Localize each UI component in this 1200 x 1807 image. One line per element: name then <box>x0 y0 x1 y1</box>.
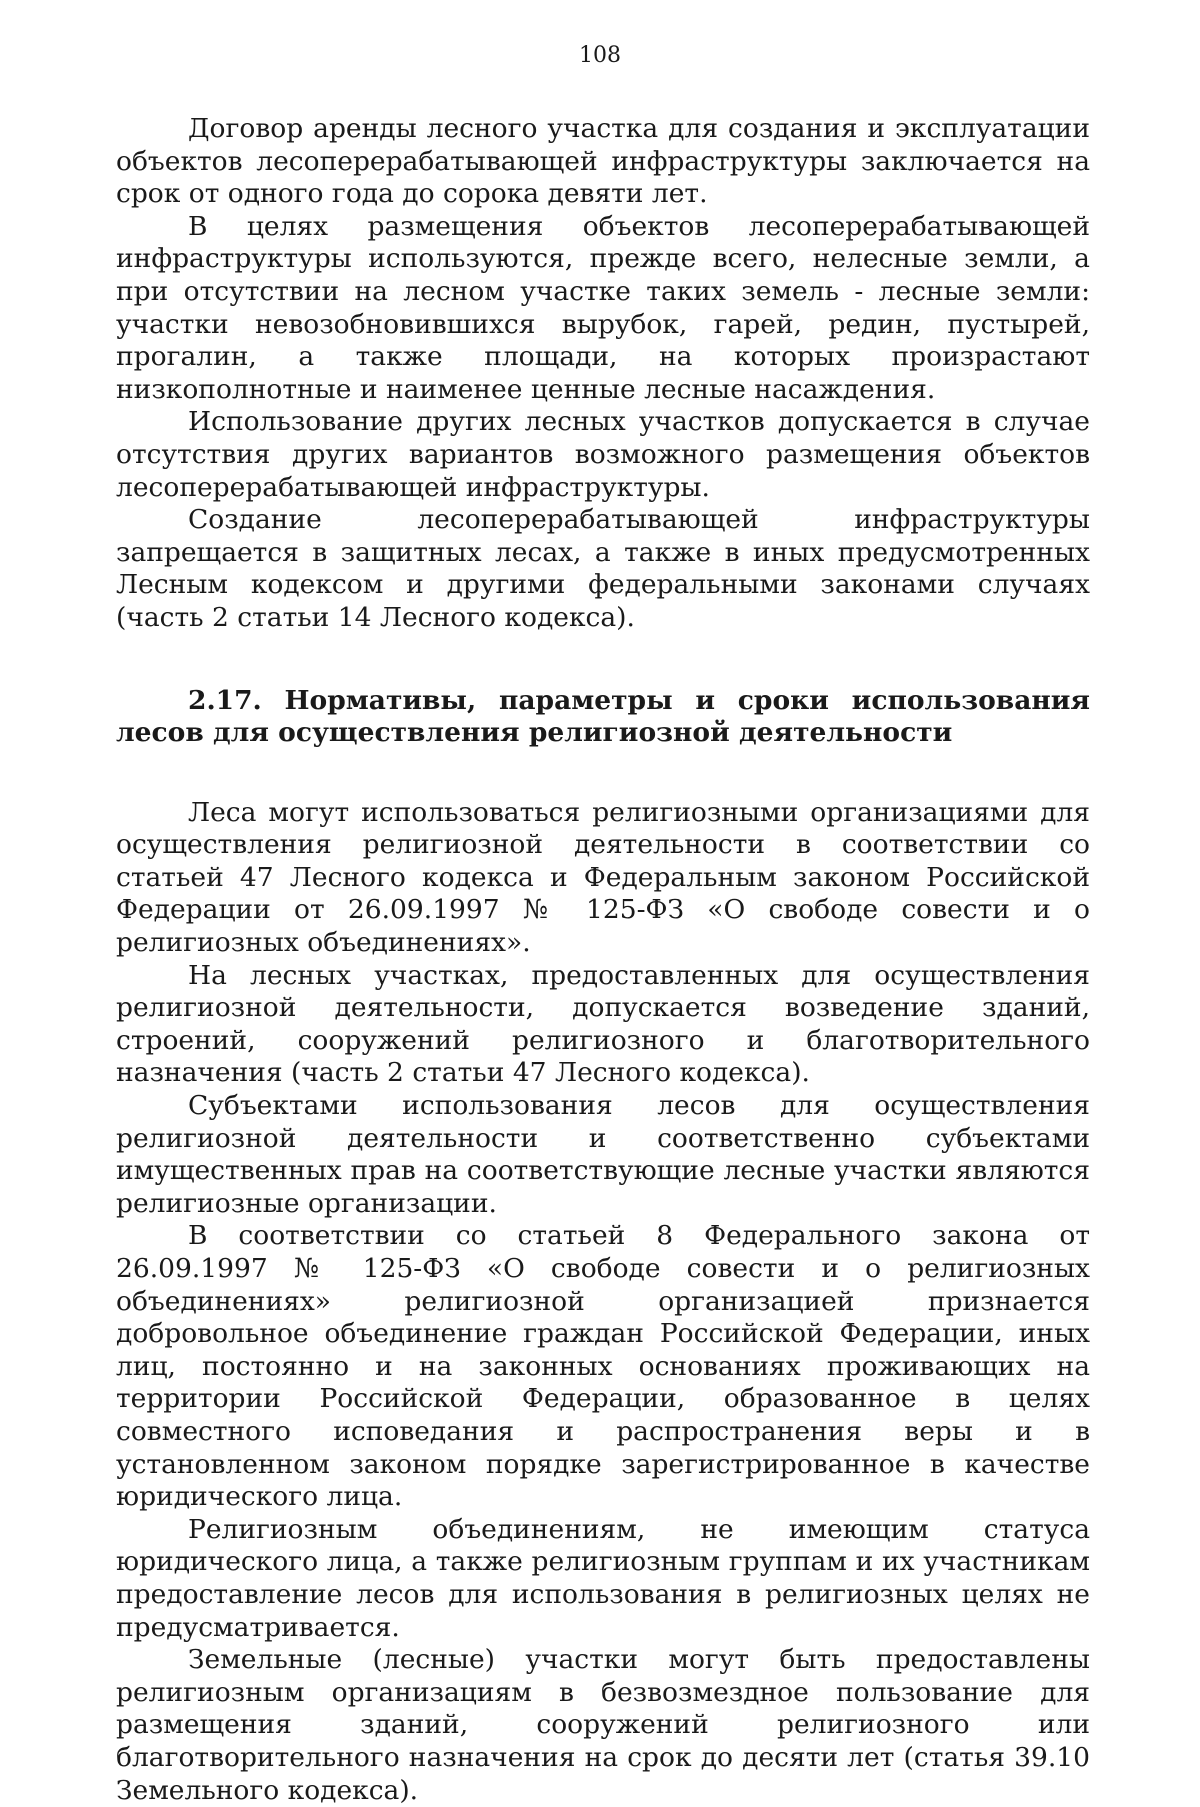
page-number: 108 <box>579 43 621 68</box>
paragraph: В соответствии со статьей 8 Федерального закона от 26.09.1997 № 125-ФЗ «О свободе совести и о религиозных объединениях» религиозной организацией признается добровольное объединение граждан Российской Федерации, иных лиц, постоянно и на законных основаниях проживающих на территории Российской Федерации, образованное в целях совместного исповедания и распространения веры и в установленном законом порядке зарегистрированное в качестве юридического лица. <box>116 1220 1090 1513</box>
paragraph: Леса могут использоваться религиозными организациями для осуществления религиозной деятельности в соответствии со статьей 47 Лесного кодекса и Федеральным законом Российской Федерации от 26.09.1997 № 125-ФЗ «О свободе совести и о религиозных объединениях». <box>116 796 1090 959</box>
paragraph: На лесных участках, предоставленных для осуществления религиозной деятельности, допускается возведение зданий, строений, сооружений религиозного и благотворительного назначения (часть 2 статьи 47 Лесного кодекса). <box>116 959 1090 1089</box>
paragraph: Создание лесоперерабатывающей инфраструктуры запрещается в защитных лесах, а также в иных предусмотренных Лесным кодексом и другими федеральными законами случаях (часть 2 статьи 14 Лесного кодекса). <box>116 504 1090 633</box>
paragraph: Договор аренды лесного участка для создания и эксплуатации объектов лесоперерабатывающей инфраструктуры заключается на срок от одного года до сорока девяти лет. <box>116 113 1090 210</box>
section-heading: 2.17. Нормативы, параметры и сроки использования лесов для осуществления религиозной деятельности <box>116 684 1090 749</box>
paragraph: Земельные (лесные) участки могут быть предоставлены религиозным организациям в безвозмездное пользование для размещения зданий, сооружений религиозного или благотворительного назначения на срок до десяти лет (статья 39.10 Земельного кодекса). <box>116 1644 1090 1806</box>
paragraph: В целях размещения объектов лесоперерабатывающей инфраструктуры используются, прежде всего, нелесные земли, а при отсутствии на лесном участке таких земель - лесные земли: участки невозобновившихся вырубок, гарей, редин, пустырей, прогалин, а также площади, на которых произрастают низкополнотные и наименее ценные лесные насаждения. <box>116 210 1090 405</box>
paragraph: Использование других лесных участков допускается в случае отсутствия других вариантов возможного размещения объектов лесоперерабатывающей инфраструктуры. <box>116 406 1090 503</box>
document-body <box>116 113 1090 1807</box>
paragraph: Субъектами использования лесов для осуществления религиозной деятельности и соответственно субъектами имущественных прав на соответствующие лесные участки являются религиозные организации. <box>116 1090 1090 1219</box>
paragraph: Религиозным объединениям, не имеющим статуса юридического лица, а также религиозным группам и их участникам предоставление лесов для использования в религиозных целях не предусматривается. <box>116 1513 1090 1643</box>
